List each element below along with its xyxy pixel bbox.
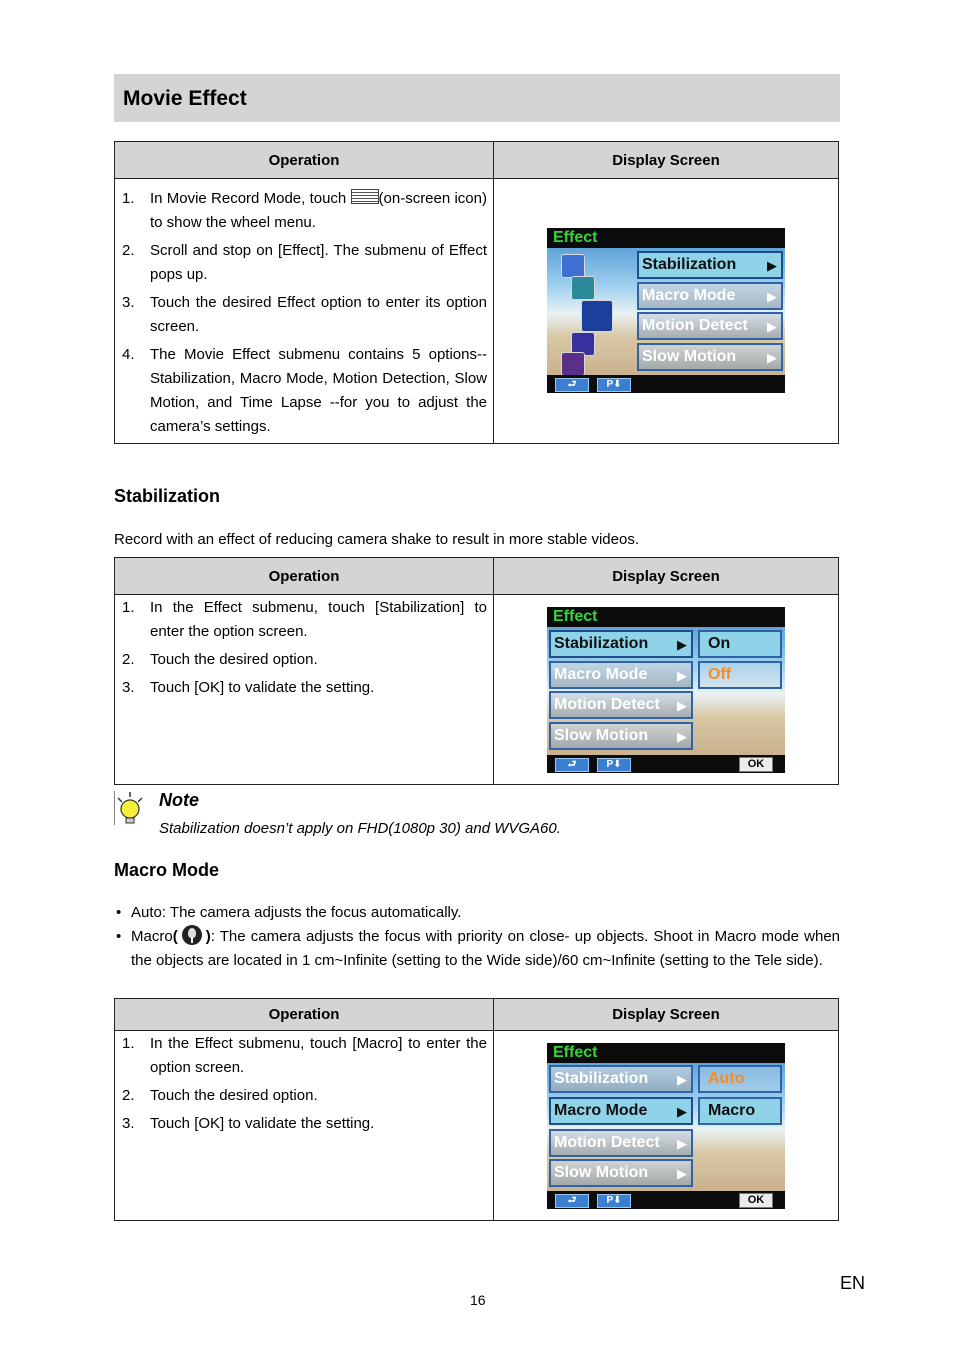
edit-icon[interactable] — [571, 276, 595, 300]
menu-item-slow-motion[interactable]: Slow Motion ▶ — [637, 343, 783, 371]
list-item: 2. Scroll and stop on [Effect]. The submenu of Effect pops up. — [122, 242, 487, 283]
effect-icon[interactable] — [581, 300, 613, 332]
macro-mode-heading: Macro Mode — [114, 860, 220, 880]
option-off[interactable]: Off — [698, 661, 782, 689]
screen-header: Effect — [553, 1044, 598, 1061]
menu-item-stabilization[interactable]: Stabilization ▶ — [549, 1065, 693, 1093]
menu-item-slow-motion[interactable]: Slow Motion ▶ — [549, 722, 693, 750]
lightbulb-icon — [114, 791, 146, 825]
macro-steps-list — [115, 1032, 493, 1136]
intro-steps-list — [115, 187, 493, 439]
menu-item-macro-mode[interactable]: Macro Mode ▶ — [549, 661, 693, 689]
list-item: 1. In the Effect submenu, touch [Macro] to enter the option screen. — [122, 1035, 487, 1076]
list-item: 3. Touch the desired Effect option to enter its option screen. — [122, 294, 487, 335]
list-item: 4. The Movie Effect submenu contains 5 options--Stabilization, Macro Mode, Motion Detection, Slow Motion, and Time Lapse --for you to adjust the camera’s settings. — [122, 346, 487, 435]
camera-screen-stabilization — [547, 607, 785, 773]
intro-operation-table — [114, 141, 839, 444]
list-item: • Macro( ): The camera adjusts the focus with priority on close- up objects. Shoot in Macro mode when the objects are located in 1 cm~Infinite (setting to the Wide side)/60 cm~Infinite (setting to the Tele side). — [114, 925, 840, 973]
list-item: 1. In Movie Record Mode, touch (on-screen icon) to show the wheel menu. — [122, 190, 487, 231]
operation-header: Operation — [115, 999, 494, 1031]
menu-item-slow-motion[interactable]: Slow Motion ▶ — [549, 1159, 693, 1187]
stabilization-operation-table — [114, 557, 839, 785]
back-button[interactable]: ⮐ — [555, 1194, 589, 1208]
menu-item-macro-mode[interactable]: Macro Mode ▶ — [549, 1097, 693, 1125]
back-button[interactable]: ⮐ — [555, 758, 589, 772]
stabilization-heading: Stabilization — [114, 486, 221, 506]
note-title: Note — [159, 790, 199, 810]
operation-header: Operation — [115, 142, 494, 179]
menu-item-macro-mode[interactable]: Macro Mode ▶ — [637, 282, 783, 310]
menu-item-motion-detect[interactable]: Motion Detect ▶ — [549, 1129, 693, 1157]
stabilization-steps-list — [115, 596, 493, 700]
menu-item-motion-detect[interactable]: Motion Detect ▶ — [637, 312, 783, 340]
display-screen-header: Display Screen — [494, 558, 839, 595]
camera-screen-macro — [547, 1043, 785, 1209]
list-item: 1. In the Effect submenu, touch [Stabilization] to enter the option screen. — [122, 599, 487, 640]
list-item: 3. Touch [OK] to validate the setting. — [122, 679, 375, 696]
list-item: 2. Touch the desired option. — [122, 1087, 318, 1104]
camera-screen-effect-menu — [547, 228, 785, 393]
screen-header: Effect — [553, 608, 598, 625]
list-item: 2. Touch the desired option. — [122, 651, 318, 668]
page-down-button[interactable]: P⬇ — [597, 758, 631, 772]
screen-header: Effect — [553, 229, 598, 246]
white-balance-icon[interactable] — [561, 352, 585, 376]
option-on[interactable]: On — [698, 630, 782, 658]
section-title-bar — [114, 74, 840, 122]
option-macro[interactable]: Macro — [698, 1097, 782, 1125]
display-screen-header: Display Screen — [494, 999, 839, 1031]
page-title: Movie Effect — [123, 87, 247, 110]
stabilization-description: Record with an effect of reducing camera shake to result in more stable videos. — [114, 531, 639, 548]
menu-icon — [351, 189, 379, 204]
language-label: EN — [840, 1273, 866, 1293]
menu-item-stabilization[interactable]: Stabilization ▶ — [637, 251, 783, 279]
menu-item-motion-detect[interactable]: Motion Detect ▶ — [549, 691, 693, 719]
option-auto[interactable]: Auto — [698, 1065, 782, 1093]
macro-flower-icon — [182, 925, 202, 945]
page-down-button[interactable]: P⬇ — [597, 1194, 631, 1208]
scene-icon[interactable] — [561, 254, 585, 278]
menu-item-stabilization[interactable]: Stabilization ▶ — [549, 630, 693, 658]
display-screen-header: Display Screen — [494, 142, 839, 179]
list-item: 3. Touch [OK] to validate the setting. — [122, 1115, 375, 1132]
back-button[interactable]: ⮐ — [555, 378, 589, 392]
ok-button[interactable]: OK — [739, 757, 773, 772]
macro-operation-table — [114, 998, 839, 1221]
macro-bullets — [114, 901, 840, 973]
ok-button[interactable]: OK — [739, 1193, 773, 1208]
page-number: 16 — [470, 1292, 486, 1308]
page-down-button[interactable]: P⬇ — [597, 378, 631, 392]
note-text: Stabilization doesn’t apply on FHD(1080p 30) and WVGA60. — [159, 820, 561, 837]
operation-header: Operation — [115, 558, 494, 595]
list-item: • Auto: The camera adjusts the focus automatically. — [116, 904, 462, 921]
wheel-menu — [547, 248, 637, 375]
